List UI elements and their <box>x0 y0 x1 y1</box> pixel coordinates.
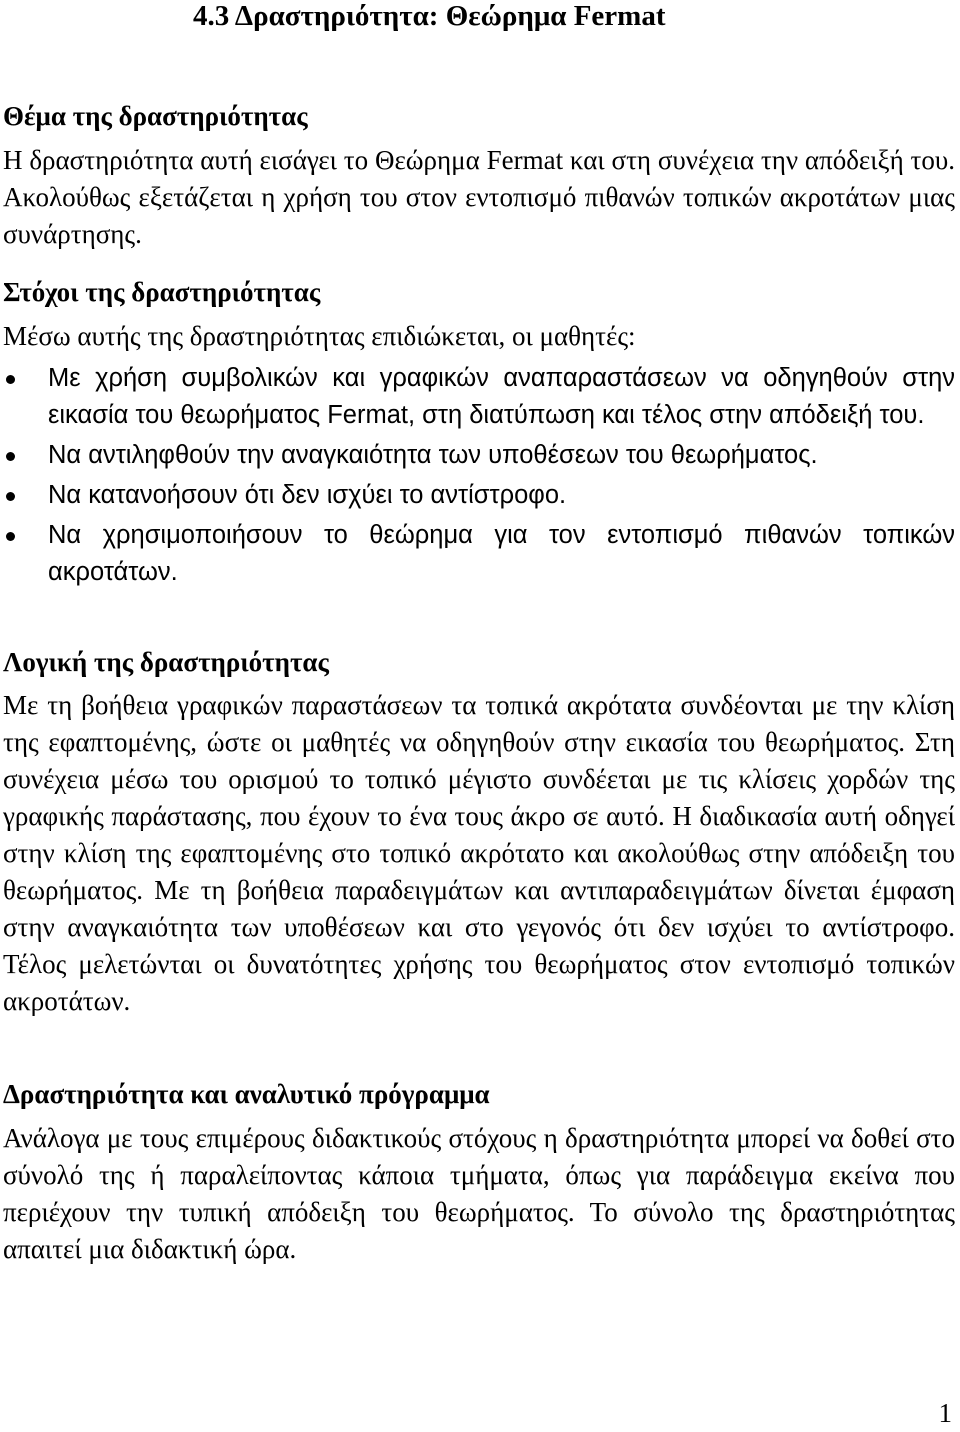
page-title: 4.3 Δραστηριότητα: Θεώρημα Fermat <box>193 0 666 32</box>
goals-item-text: Να κατανοήσουν ότι δεν ισχύει το αντίστροφο. <box>48 481 567 509</box>
goals-heading: Στόχοι της δραστηριότητας <box>3 277 321 307</box>
goals-list-item <box>0 517 955 591</box>
bullet-icon <box>6 452 15 461</box>
bullet-icon <box>6 492 15 501</box>
goals-list-item <box>0 437 955 474</box>
goals-list-item <box>0 360 955 434</box>
goals-item-text: Να χρησιμοποιήσουν το θεώρημα για τον εντοπισμό πιθανών τοπικών ακροτάτων. <box>48 521 955 586</box>
goals-item-text: Να αντιληφθούν την αναγκαιότητα των υποθέσεων του θεωρήματος. <box>48 441 818 469</box>
curriculum-paragraph: Ανάλογα με τους επιμέρους διδακτικούς στόχους η δραστηριότητα μπορεί να δοθεί στο σύνολό της ή παραλείποντας κάποια τμήματα, όπως για παράδειγμα εκείνα που περιέχουν την τυπική απόδειξη του θεωρήματος. Το σύνολο της δραστηριότητας απαιτεί μια διδακτική ώρα. <box>3 1123 955 1264</box>
topic-paragraph: Η δραστηριότητα αυτή εισάγει το Θεώρημα Fermat και στη συνέχεια την απόδειξή του. Ακολούθως εξετάζεται η χρήση του στον εντοπισμό πιθανών τοπικών ακροτάτων μιας συνάρτησης. <box>3 145 955 249</box>
bullet-icon <box>6 375 15 384</box>
goals-list <box>0 360 960 591</box>
goals-intro: Μέσω αυτής της δραστηριότητας επιδιώκεται, οι μαθητές: <box>3 321 636 351</box>
page-number: 1 <box>938 1398 952 1428</box>
logic-paragraph: Με τη βοήθεια γραφικών παραστάσεων τα τοπικά ακρότατα συνδέονται με την κλίση της εφαπτομένης, ώστε οι μαθητές να οδηγηθούν στην εικασία του θεωρήματος. Στη συνέχεια μέσω του ορισμού το τοπικό μέγιστο συνδέεται με τις κλίσεις χορδών της γραφικής παράστασης, που έχουν το ένα τους άκρο σε αυτό. Η διαδικασία αυτή οδηγεί στην κλίση της εφαπτομένης στο τοπικό ακρότατο και ακολούθως στην απόδειξη του θεωρήματος. Με τη βοήθεια παραδειγμάτων και αντιπαραδειγμάτων δίνεται έμφαση στην αναγκαιότητα των υποθέσεων και στο γεγονός ότι δεν ισχύει το αντίστροφο. Τέλος μελετώνται οι δυνατότητες χρήσης του θεωρήματος στον εντοπισμό τοπικών ακροτάτων. <box>3 690 955 1016</box>
logic-heading: Λογική της δραστηριότητας <box>3 647 329 677</box>
topic-heading: Θέμα της δραστηριότητας <box>3 101 308 131</box>
curriculum-heading: Δραστηριότητα και αναλυτικό πρόγραμμα <box>3 1079 490 1109</box>
goals-list-item <box>0 477 955 514</box>
bullet-icon <box>6 532 15 541</box>
goals-item-text: Με χρήση συμβολικών και γραφικών αναπαραστάσεων να οδηγηθούν στην εικασία του θεωρήματος Fermat, στη διατύπωση και τέλος στην απόδειξή του. <box>48 364 955 429</box>
